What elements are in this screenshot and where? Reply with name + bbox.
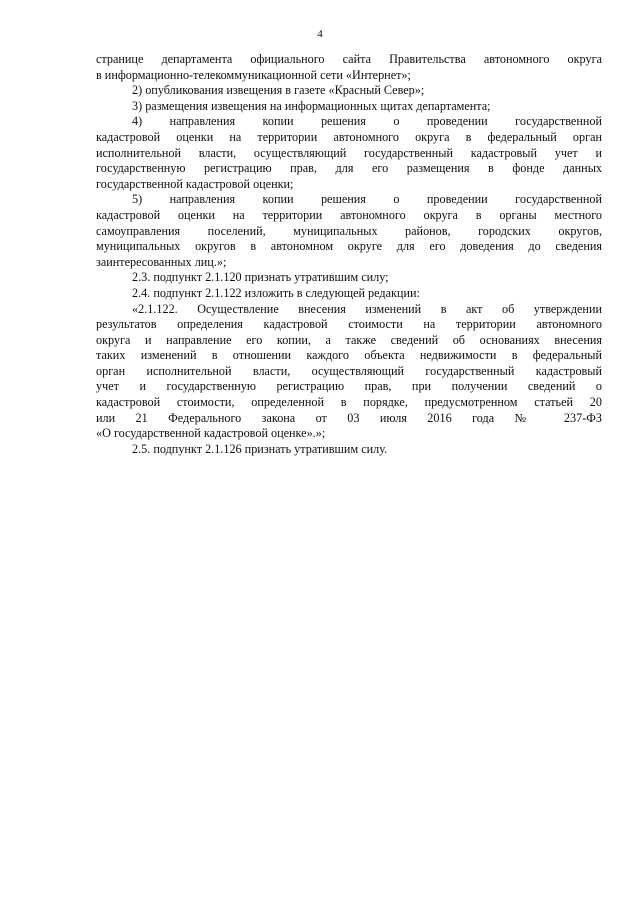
paragraph [96, 114, 602, 192]
text-line: таких изменений в отношении каждого объекта недвижимости в федеральный [96, 348, 602, 363]
text-line: заинтересованных лиц.»; [96, 254, 227, 269]
text-line: «О государственной кадастровой оценке».»; [96, 426, 326, 441]
text-line: орган исполнительной власти, осуществляющий государственный кадастровый [96, 363, 602, 378]
paragraph [96, 52, 602, 83]
text-line: кадастровой оценки на территории автономного округа в федеральный орган [96, 129, 602, 144]
paragraph [96, 83, 602, 99]
text-line: результатов определения кадастровой стоимости на территории автономного [96, 317, 602, 332]
paragraph [96, 270, 602, 286]
text-line: государственную регистрацию прав, для его размещения в фонде данных [96, 161, 602, 176]
text-line: муниципальных округов в автономном округе для его доведения до сведения [96, 239, 602, 254]
paragraph [96, 442, 602, 458]
text-line: 2.3. подпункт 2.1.120 признать утратившим силу; [132, 270, 389, 285]
paragraph [96, 286, 602, 302]
paragraph [96, 99, 602, 115]
text-line: учет и государственную регистрацию прав, при получении сведений о [96, 379, 602, 394]
text-line: самоуправления поселений, муниципальных районов, городских округов, [96, 223, 602, 238]
text-line: «2.1.122. Осуществление внесения изменений в акт об утверждении [132, 301, 602, 316]
text-line: исполнительной власти, осуществляющий государственный кадастровый учет и [96, 145, 602, 160]
text-line: государственной кадастровой оценки; [96, 176, 294, 191]
text-line: 2) опубликования извещения в газете «Красный Север»; [132, 83, 425, 98]
text-line: или 21 Федерального закона от 03 июля 2016 года № 237-ФЗ [96, 410, 602, 425]
text-line: 2.4. подпункт 2.1.122 изложить в следующей редакции: [132, 285, 420, 300]
text-line: округа и направление его копии, а также сведений об основаниях внесения [96, 332, 602, 347]
text-line: 4) направления копии решения о проведении государственной [132, 114, 602, 129]
text-line: 2.5. подпункт 2.1.126 признать утратившим силу. [132, 441, 388, 456]
text-line: в информационно-телекоммуникационной сети «Интернет»; [96, 67, 411, 82]
text-line: кадастровой стоимости, определенной в порядке, предусмотренном статьей 20 [96, 395, 602, 410]
paragraph [96, 302, 602, 442]
text-line: странице департамента официального сайта Правительства автономного округа [96, 52, 602, 66]
page-number: 4 [317, 28, 323, 40]
text-line: 3) размещения извещения на информационных щитах департамента; [132, 98, 491, 113]
text-line: кадастровой оценки на территории автономного округа в органы местного [96, 207, 602, 222]
text-line: 5) направления копии решения о проведении государственной [132, 192, 602, 207]
paragraph [96, 192, 602, 270]
document-body [96, 52, 602, 457]
